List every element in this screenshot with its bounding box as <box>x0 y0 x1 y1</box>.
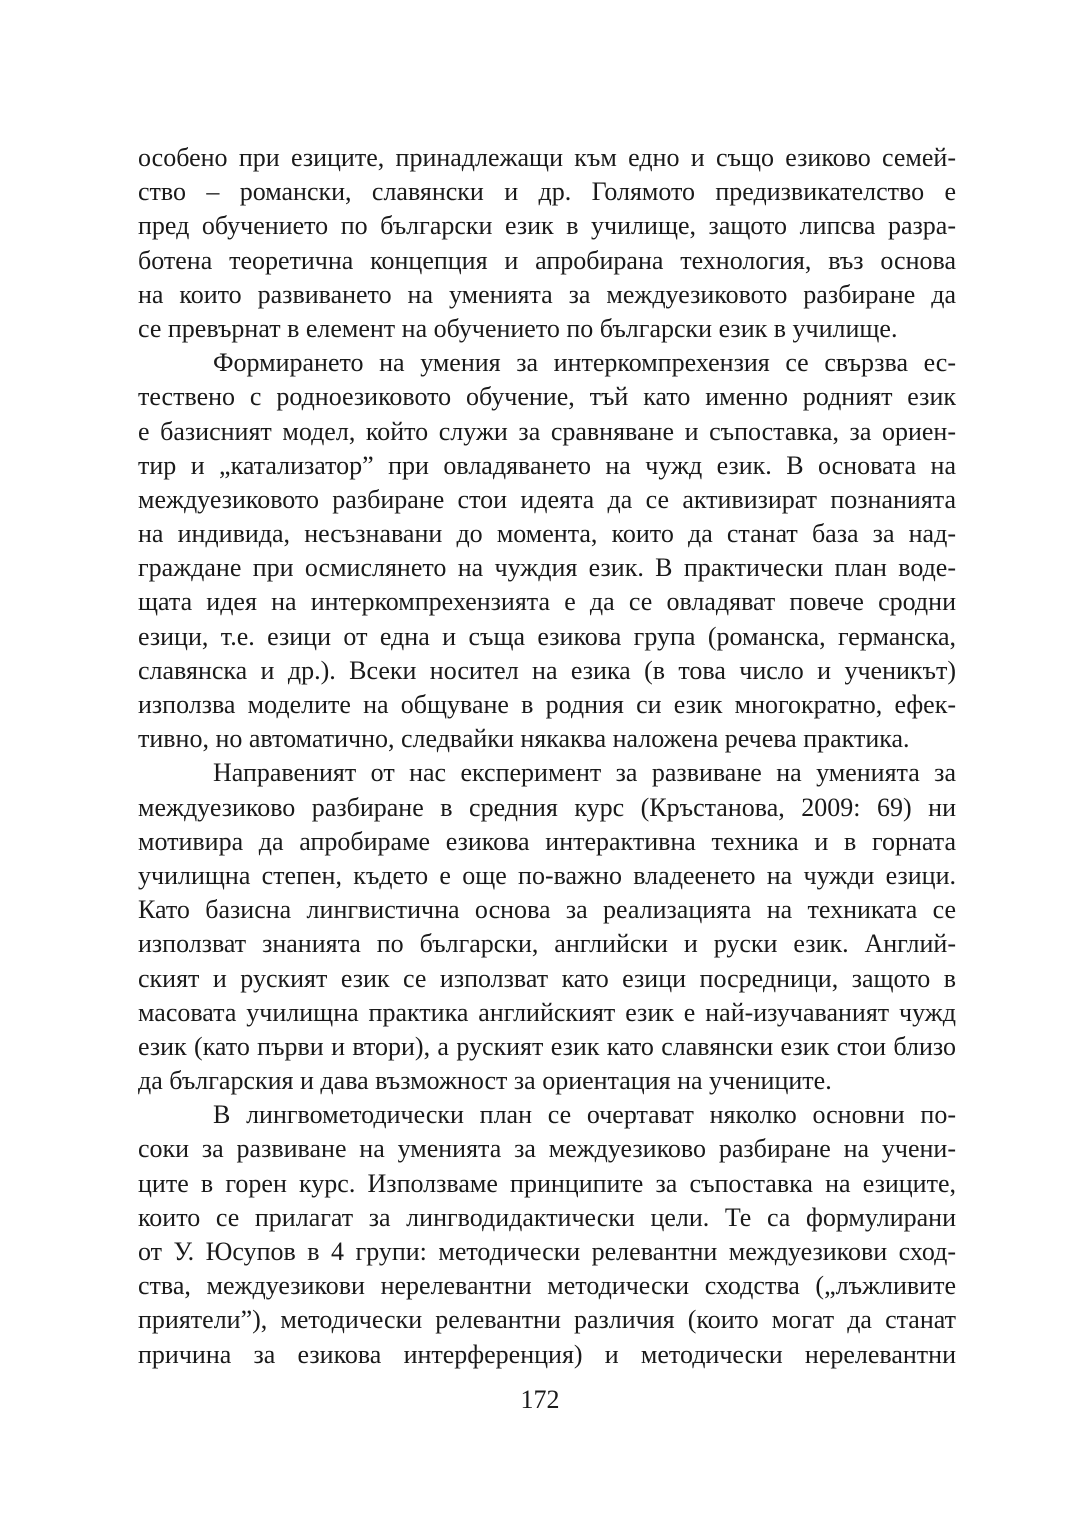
text-line: щата идея на интеркомпрехензията е да се овладяват повече сродни <box>138 587 956 617</box>
text-line: соки за развиване на уменията за междуезиково разбиране на учени- <box>138 1134 956 1164</box>
text-line: междуезиково разбиране в средния курс (Кръстанова, 2009: 69) ни <box>138 792 956 822</box>
text-line: Като базисна лингвистична основа за реализацията на техниката се <box>138 895 956 925</box>
page-number: 172 <box>520 1385 560 1414</box>
text-line: да българския и дава възможност за ориентация на учениците. <box>138 1066 832 1096</box>
text-line: приятели”), методически релевантни различия (които могат да станат <box>138 1305 956 1335</box>
text-line: ският и руският език се използват като езици посредници, защото в <box>138 963 956 993</box>
text-line: език (като първи и втори), а руският език като славянски език стои близо <box>138 1031 956 1061</box>
text-line: училищна степен, където е още по-важно владеенето на чужди езици. <box>138 860 956 890</box>
text-line: е базисният модел, който служи за сравняване и съпоставка, за ориен- <box>138 416 956 446</box>
text-line: мотивира да апробираме езикова интерактивна техника и в горната <box>138 826 956 856</box>
document-body <box>138 141 956 1372</box>
text-line: ботена теоретична концепция и апробирана технология, въз основа <box>138 245 956 275</box>
paragraph <box>138 756 956 1098</box>
paragraph <box>138 141 956 346</box>
text-line: езици, т.е. езици от една и съща езикова група (романска, германска, <box>138 621 956 651</box>
text-line: Направеният от нас експеримент за развиване на уменията за <box>213 758 956 788</box>
text-line: славянска и др.). Всеки носител на езика (в това число и ученикът) <box>138 655 956 685</box>
text-line: особено при езиците, принадлежащи към едно и също езиково семей- <box>138 143 956 172</box>
paragraph <box>138 1098 956 1372</box>
text-line: причина за езикова интерференция) и методически нерелевантни <box>138 1339 956 1369</box>
text-line: пред обучението по български език в училище, защото липсва разра- <box>138 211 956 241</box>
text-line: ство – романски, славянски и др. Голямото предизвикателство е <box>138 177 956 207</box>
text-line: на индивида, несъзнавани до момента, които да станат база за над- <box>138 519 956 549</box>
text-line: които се прилагат за лингводидактически цели. Те са формулирани <box>138 1202 956 1232</box>
text-line: тивно, но автоматично, следвайки някаква наложена речева практика. <box>138 724 910 754</box>
text-line: граждане при осмислянето на чуждия език. В практически план воде- <box>138 553 956 583</box>
text-line: ците в горен курс. Използваме принципите за съпоставка на езиците, <box>138 1168 956 1198</box>
text-line: тир и „катализатор” при овладяването на чужд език. В основата на <box>138 450 956 480</box>
text-line: на които развиването на уменията за междуезиковото разбиране да <box>138 279 956 309</box>
paragraph <box>138 346 956 756</box>
text-line: масовата училищна практика английският език е най-изучаваният чужд <box>138 997 956 1027</box>
text-line: Формирането на умения за интеркомпрехензия се свързва ес- <box>213 348 956 378</box>
text-line: използват знанията по български, английски и руски език. Англий- <box>138 929 956 959</box>
text-line: В лингвометодически план се очертават няколко основни по- <box>213 1100 956 1130</box>
text-line: тествено с родноезиковото обучение, тъй като именно родният език <box>138 382 956 412</box>
text-line: междуезиковото разбиране стои идеята да се активизират познанията <box>138 484 956 514</box>
text-line: ства, междуезикови нерелевантни методически сходства („лъжливите <box>138 1271 956 1301</box>
text-line: използва моделите на общуване в родния си език многократно, ефек- <box>138 690 956 719</box>
text-line: се превърнат в елемент на обучението по български език в училище. <box>138 313 898 343</box>
text-line: от У. Юсупов в 4 групи: методически релевантни междуезикови сход- <box>138 1237 956 1266</box>
